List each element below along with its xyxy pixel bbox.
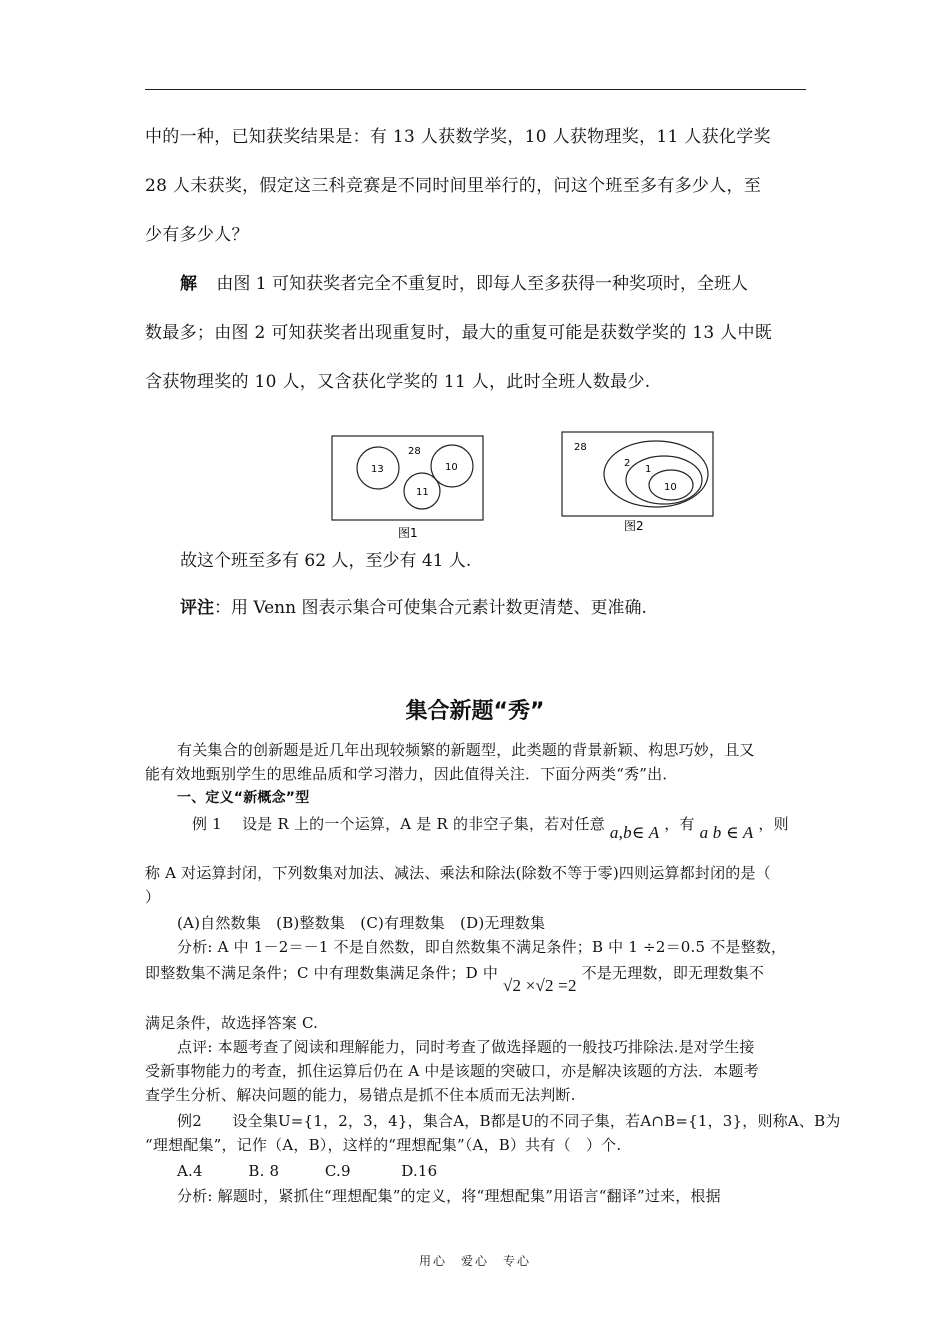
venn-label: 10 (445, 462, 458, 473)
review-1-line: 受新事物能力的考查，抓住运算后仍在 A 中是该题的突破口，亦是解决该题的方法．本题考 (145, 1062, 759, 1080)
solution-line: 数最多；由图 2 可知获奖者出现重复时，最大的重复可能是获数学奖的 13 人中既 (145, 323, 773, 343)
example-1-middle: ，有 (664, 815, 695, 833)
paragraph-line: 中的一种，已知获奖结果是：有 13 人获数学奖，10 人获物理奖，11 人获化学奖 (145, 127, 771, 147)
math-expression: a,b∈ A (609, 823, 660, 842)
analysis-1-line: 分析: A 中 1－2＝－1 不是自然数，即自然数集不满足条件；B 中 1 ÷2＝0.5 不是整数， (177, 938, 787, 956)
math-expression: √2 ×√2 =2 (503, 976, 577, 995)
analysis-2-line: 分析: 解题时，紧抓住“理想配集”的定义，将“理想配集”用语言“翻译”过来，根据 (177, 1187, 721, 1205)
intro-line: 有关集合的创新题是近几年出现较频繁的新题型，此类题的背景新颖、构思巧妙，且又 (177, 741, 755, 759)
review-1-line: 查学生分析、解决问题的能力，易错点是抓不住本质而无法判断. (145, 1086, 576, 1104)
page-footer: 用心 爱心 专心 (418, 1254, 531, 1268)
comment-text: ：用 Venn 图表示集合可使集合元素计数更清楚、更准确. (214, 598, 647, 618)
venn-ellipse (626, 456, 702, 504)
venn-figure-1 (330, 434, 490, 544)
section-title: 集合新题“秀” (405, 699, 545, 724)
example-1-options: (A)自然数集 (B)整数集 (C)有理数集 (D)无理数集 (177, 914, 546, 932)
solution-label: 解 (180, 274, 197, 294)
example-1-line (192, 812, 854, 842)
venn-label: 28 (408, 446, 421, 457)
math-expression: a b ∈ A (699, 823, 754, 842)
example-1-line: 称 A 对运算封闭，下列数集对加法、减法、乘法和除法(除数不等于零)四则运算都封闭的是（ (145, 864, 771, 882)
paragraph-line: 少有多少人？ (145, 225, 249, 245)
venn-label: 13 (371, 464, 384, 475)
venn-figure-2 (560, 430, 720, 540)
venn-label: 11 (416, 487, 429, 498)
comment-line (180, 584, 647, 632)
example-1-prefix: 例 1 设是 R 上的一个运算，A 是 R 的非空子集，若对任意 (192, 815, 605, 833)
conclusion: 故这个班至多有 62 人，至少有 41 人. (180, 551, 472, 571)
venn-label: 2 (624, 458, 631, 469)
analysis-1-text: 不是无理数，即无理数集不 (581, 964, 765, 982)
analysis-1-text: 即整数集不满足条件；C 中有理数集满足条件；D 中 (145, 964, 499, 982)
figure-caption: 图2 (624, 519, 644, 533)
venn-label: 1 (645, 464, 652, 475)
solution-text: 由图 1 可知获奖者完全不重复时，即每人至多获得一种奖项时，全班人 (216, 274, 749, 294)
solution-line: 含获物理奖的 10 人，又含获化学奖的 11 人，此时全班人数最少. (145, 372, 651, 392)
heading-1: 一、定义“新概念”型 (177, 790, 310, 806)
example-2-line: 例2 设全集U={1，2，3，4}，集合A，B都是U的不同子集，若A∩B={1，3}，则称A、B为 (177, 1112, 841, 1130)
example-2-options: A.4 B. 8 C.9 D.16 (177, 1162, 438, 1180)
analysis-1-line: 满足条件，故选择答案 C. (145, 1014, 319, 1032)
venn-label: 10 (664, 482, 677, 493)
venn-label: 28 (574, 442, 587, 453)
example-2-line: “理想配集”，记作（A，B），这样的“理想配集”（A，B）共有（ ）个. (145, 1136, 622, 1154)
header-rule (145, 89, 806, 90)
comment-label: 评注 (180, 598, 214, 618)
review-1-line: 点评: 本题考查了阅读和理解能力，同时考查了做选择题的一般技巧排除法.是对学生接 (177, 1038, 755, 1056)
figure-caption: 图1 (398, 526, 418, 540)
analysis-1-line (145, 961, 807, 995)
solution-line (180, 260, 748, 308)
example-1-line: ） (145, 888, 161, 906)
paragraph-line: 28 人未获奖，假定这三科竞赛是不同时间里举行的，问这个班至多有多少人，至 (145, 176, 762, 196)
example-1-suffix: ，则 (758, 815, 789, 833)
intro-line: 能有效地甄别学生的思维品质和学习潜力，因此值得关注．下面分两类“秀”出． (145, 765, 678, 783)
